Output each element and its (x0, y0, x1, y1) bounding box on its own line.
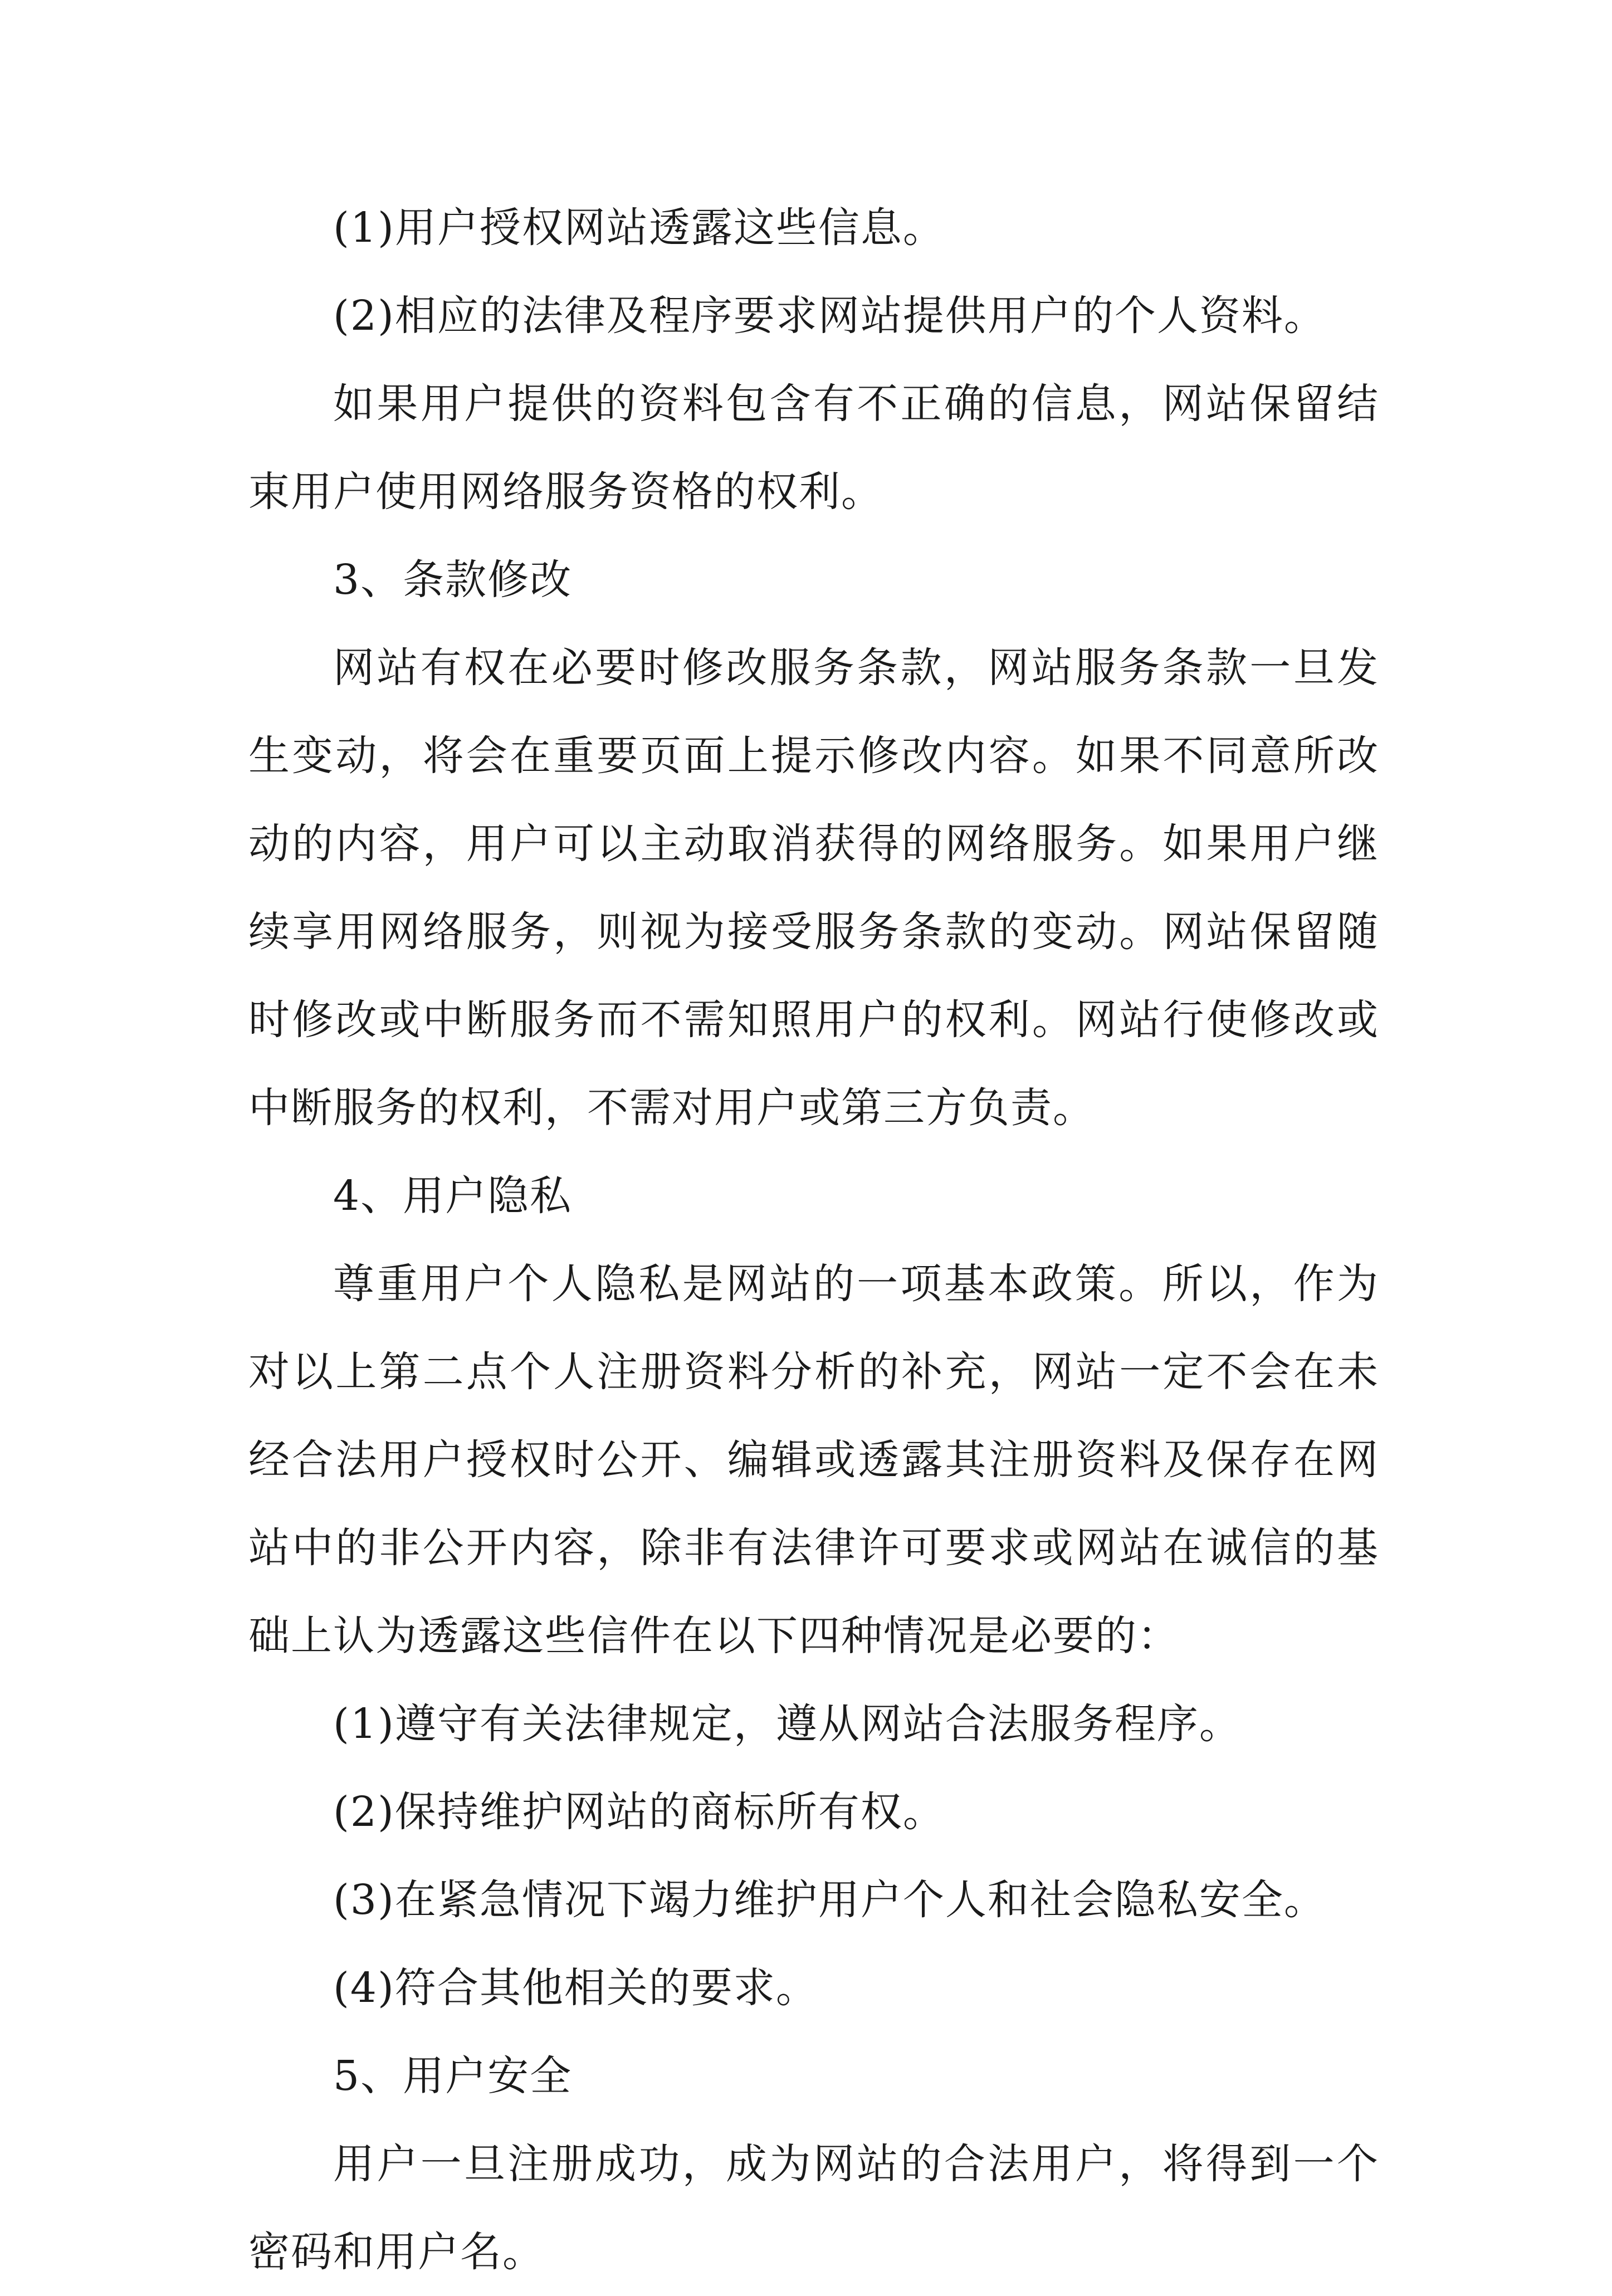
list-item-trademark: (2)保持维护网站的商标所有权。 (333, 1788, 945, 1836)
paragraph-terms-change: 网站有权在必要时修改服务条款，网站服务条款一旦发生变动，将会在重要页面上提示修改内容。如果不同意所改动的内容，用户可以主动取消获得的网络服务。如果用户继续享用网络服务，则视为接受服务条款的变动。网站保留随时修改或中断服务而不需知照用户的权利。网站行使修改或中断服务的权利，不需对用户或第三方负责。 (248, 644, 1379, 1132)
section-heading-privacy: 4、用户隐私 (333, 1172, 573, 1220)
paragraph-authorization: (1)用户授权网站透露这些信息。 (333, 204, 945, 252)
section-heading-security: 5、用户安全 (333, 2052, 573, 2100)
list-item-other: (4)符合其他相关的要求。 (333, 1964, 818, 2012)
list-item-law: (1)遵守有关法律规定，遵从网站合法服务程序。 (333, 1700, 1242, 1748)
section-heading-terms-change: 3、条款修改 (333, 556, 573, 604)
paragraph-legal-requirement: (2)相应的法律及程序要求网站提供用户的个人资料。 (333, 292, 1326, 340)
paragraph-incorrect-info: 如果用户提供的资料包含有不正确的信息，网站保留结束用户使用网络服务资格的权利。 (248, 380, 1379, 516)
paragraph-privacy: 尊重用户个人隐私是网站的一项基本政策。所以，作为对以上第二点个人注册资料分析的补充，网站一定不会在未经合法用户授权时公开、编辑或透露其注册资料及保存在网站中的非公开内容，除非有法律许可要求或网站在诚信的基础上认为透露这些信件在以下四种情况是必要的： (248, 1260, 1379, 1660)
document-body (248, 184, 1379, 2296)
list-item-emergency: (3)在紧急情况下竭力维护用户个人和社会隐私安全。 (333, 1876, 1326, 1924)
paragraph-security: 用户一旦注册成功，成为网站的合法用户，将得到一个密码和用户名。 (248, 2140, 1379, 2276)
